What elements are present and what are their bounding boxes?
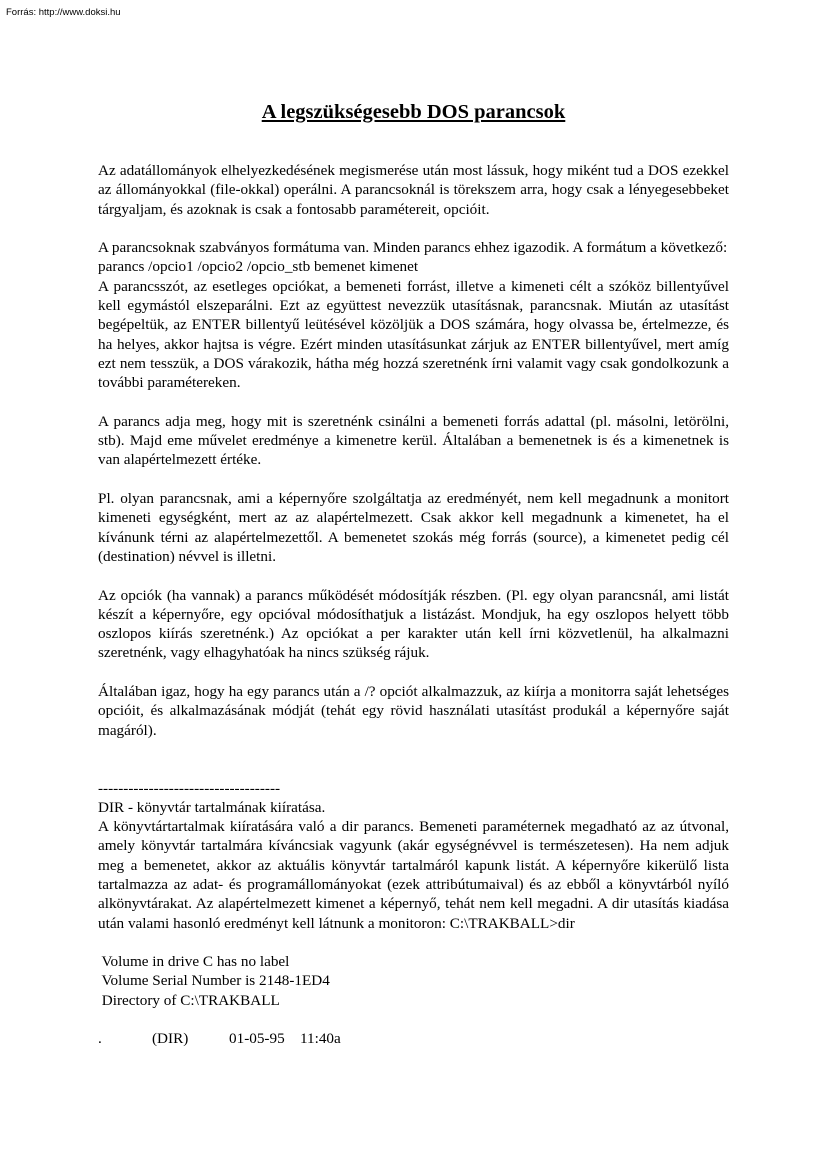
- dir-heading: DIR - könyvtár tartalmának kiíratása.: [98, 798, 326, 816]
- paragraph-command-purpose: A parancs adja meg, hogy mit is szeretnénk csinálni a bemeneti forrás adattal (pl. másolni, letörölni, stb). Majd eme művelet eredménye a kimenetre kerül. Általában a bemenetnek is és a kimenetnek is van alapértelmezett értéke.: [98, 412, 729, 469]
- paragraph-options: Az opciók (ha vannak) a parancs működését módosítják részben. (Pl. egy olyan parancsnál, ami listát készít a képernyőre, egy opcióval módosíthatjuk a listázást. Mondjuk, ha egy oszlopos helyett több oszlopos kiírás szeretnénk.) Az opciókat a per karakter után kell írni közvetlenül, ha alkalmazni szeretnénk, vagy elhagyhatóak ha nincs szükség rájuk.: [98, 586, 729, 662]
- dir-output-volume-label: Volume in drive C has no label: [98, 953, 290, 971]
- section-separator: ------------------------------------: [98, 779, 281, 797]
- dir-output-serial: Volume Serial Number is 2148-1ED4: [98, 972, 330, 990]
- paragraph-intro: Az adatállományok elhelyezkedésének megismerése után most lássuk, hogy miként tud a DOS ezekkel az állományokkal (file-okkal) operálni. A parancsoknál is törekszem arra, hogy csak a lényegesebbeket tárgyaljam, és azoknak is csak a fontosabb paramétereit, opcióit.: [98, 162, 729, 218]
- dir-listing-type: (DIR): [152, 1030, 189, 1048]
- dir-listing-time: 11:40a: [300, 1030, 341, 1048]
- page-title: A legszükségesebb DOS parancsok: [261, 101, 566, 123]
- dir-listing-name: .: [98, 1030, 102, 1048]
- dir-listing-row: [98, 1029, 729, 1048]
- document-body: [98, 161, 729, 1049]
- dir-listing-date: 01-05-95: [229, 1030, 285, 1048]
- paragraph-output-example: Pl. olyan parancsnak, ami a képernyőre szolgáltatja az eredményét, nem kell megadnunk a monitort kimeneti egységként, mert az az alapértelmezett. Csak akkor kell megadnunk a kimenetet, ha el kívánunk térni az alapértelmezettől. A bemenetet szokás még forrás (source), a kimenetet pedig cél (destination) névvel is illetni.: [98, 490, 729, 565]
- paragraph-format: A parancsoknak szabványos formátuma van. Minden parancs ehhez igazodik. A formátum a következő: parancs /opcio1 /opcio2 /opcio_stb bemenet kimenet: [98, 239, 728, 276]
- dir-description: A könyvtártartalmak kiíratására való a dir parancs. Bemeneti paraméternek megadható az az útvonal, amely könyvtár tartalmára kíváncsiak vagyunk (akár egységnévvel is természetesen). Ha nem adjuk meg a bemenetet, akkor az aktuális könyvtár tartalmáról kapunk listát. A képernyőre kikerülő lista tartalmazza az adat- és programállományokat (ezek attribútumaival) és az ebből a könyvtárból nyíló alkönyvtárakat. Az alapértelmezett kimenet a képernyő, tehát nem kell megadni. A dir utasítás kiadása után valami hasonló eredményt kell látnunk a monitoron: C:\TRAKBALL>dir: [98, 818, 729, 932]
- paragraph-help-option: Általában igaz, hogy ha egy parancs után a /? opciót alkalmazzuk, az kiírja a monitorra saját lehetséges opcióit, és alkalmazásának módját (tehát egy rövid használati utasítást produkál a képernyőre saját magáról).: [98, 683, 729, 739]
- paragraph-command-word: A parancsszót, az esetleges opciókat, a bemeneti forrást, illetve a kimeneti célt a szóköz billentyűvel kell egymástól elszeparálni. Ezt az együttest nevezzük utasításnak, parancsnak. Miután az utasítást begépeltük, az ENTER billentyű leütésével közöljük a DOS számára, hogy olvassa be, értelmezze, és ha helyes, akkor hajtsa is végre. Ezért minden utasításunkat zárjuk az ENTER billentyűvel, mert amíg ezt nem tesszük, a DOS várakozik, hátha még hozzá szeretnénk írni valamit vagy csak gondolkozunk a további paramétereken.: [98, 277, 729, 392]
- dir-output-directory: Directory of C:\TRAKBALL: [98, 991, 280, 1009]
- source-url: Forrás: http://www.doksi.hu: [6, 7, 121, 18]
